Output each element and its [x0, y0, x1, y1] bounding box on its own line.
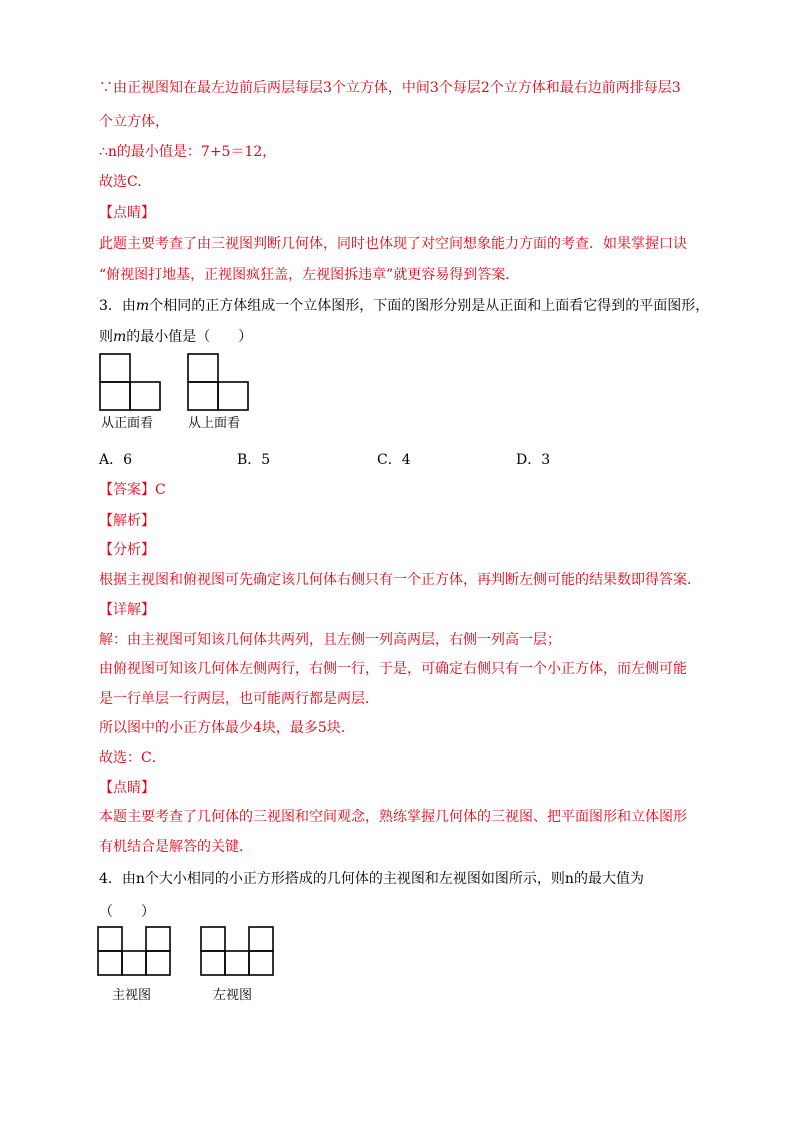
q3-stem2-prefix: 则 — [99, 329, 113, 345]
q3-dianjing-label: 【点睛】 — [99, 780, 155, 796]
q3-top-cell-bottom-left — [188, 382, 218, 410]
q3-fenxi-label: 【分析】 — [99, 542, 155, 558]
q3-fig2-caption: 从上面看 — [188, 416, 241, 431]
q3-stem2-suffix: 的最小值是（ ） — [126, 329, 253, 345]
q3-stem-suffix: 个相同的正方体组成一个立体图形，下面的图形分别是从正面和上面看它得到的平面图形， — [149, 298, 710, 314]
q3-front-view-figure — [99, 353, 163, 411]
q3-option-a: A．6 — [99, 452, 133, 468]
q3-dianjing-line-1: 本题主要考查了几何体的三视图和空间观念，熟练掌握几何体的三视图、把平面图形和立体图形 — [99, 809, 687, 825]
prev-solution-line-3: ∴n的最小值是：7+5＝12， — [99, 144, 277, 160]
q4-left-cell-3 — [201, 951, 225, 975]
q3-answer-label: 【答案】 — [99, 482, 155, 498]
q3-front-cell-bottom-right — [130, 382, 160, 410]
prev-solution-line-4: 故选C. — [99, 174, 142, 190]
q3-stem-prefix: 3．由 — [99, 298, 136, 314]
q4-fig2-caption: 左视图 — [213, 988, 253, 1003]
q3-top-cell-bottom-right — [218, 382, 248, 410]
q3-stem-line-1 — [99, 297, 709, 315]
q4-main-view-figure — [97, 926, 175, 976]
q3-xiangjie-line-2: 由俯视图可知该几何体左侧两行，右侧一行，于是，可确定右侧只有一个小正方体，而左侧可能 — [99, 661, 687, 677]
q3-xiangjie-line-5: 故选：C． — [99, 750, 166, 766]
prev-dianjing-label: 【点睛】 — [99, 205, 155, 221]
prev-solution-line-2: 个立方体， — [99, 114, 169, 130]
q3-front-cell-bottom-left — [100, 382, 130, 410]
q3-front-cell-top — [100, 354, 130, 382]
q3-option-c: C．4 — [377, 452, 411, 468]
prev-dianjing-line-1: 此题主要考查了由三视图判断几何体，同时也体现了对空间想象能力方面的考查．如果掌握口诀 — [99, 236, 687, 252]
q4-main-cell-3 — [98, 951, 122, 975]
q4-main-cell-4 — [122, 951, 146, 975]
q3-xiangjie-label: 【详解】 — [99, 602, 155, 618]
q4-left-cell-1 — [201, 927, 225, 951]
q3-fenxi-text: 根据主视图和俯视图可先确定该几何体右侧只有一个正方体，再判断左侧可能的结果数即得答案． — [99, 572, 701, 588]
q3-xiangjie-line-1: 解：由主视图可知该几何体共两列，且左侧一列高两层，右侧一列高一层； — [99, 632, 561, 648]
q4-left-cell-2 — [249, 927, 273, 951]
q3-jiexi-label: 【解析】 — [99, 513, 155, 529]
q3-stem-line-2 — [99, 328, 252, 346]
q3-dianjing-line-2: 有机结合是解答的关键． — [99, 839, 253, 855]
q3-option-d: D．3 — [516, 452, 551, 468]
q4-paren: （ ） — [99, 904, 155, 920]
prev-dianjing-line-2: “俯视图打地基，正视图疯狂盖，左视图拆违章”就更容易得到答案． — [99, 267, 520, 283]
q3-top-cell-top — [188, 354, 218, 382]
q4-left-cell-5 — [249, 951, 273, 975]
q3-var-m-2: m — [113, 329, 127, 345]
q3-fig1-caption: 从正面看 — [101, 416, 154, 431]
q4-left-view-figure — [200, 926, 278, 976]
q4-fig1-caption: 主视图 — [112, 988, 152, 1003]
q3-top-view-figure — [187, 353, 251, 411]
q3-option-b: B．5 — [237, 452, 271, 468]
q4-main-cell-2 — [146, 927, 170, 951]
q3-var-m: m — [135, 298, 150, 314]
q4-main-cell-5 — [146, 951, 170, 975]
q3-answer — [99, 481, 166, 499]
q3-xiangjie-line-4: 所以图中的小正方体最少4块，最多5块． — [99, 720, 355, 736]
q4-main-cell-1 — [98, 927, 122, 951]
q4-left-cell-4 — [225, 951, 249, 975]
prev-solution-line-1: ∵由正视图知在最左边前后两层每层3个立方体，中间3个每层2个立方体和最右边前两排每层3 — [99, 80, 681, 96]
q3-answer-value: C — [155, 482, 166, 498]
q4-stem: 4．由n个大小相同的小正方形搭成的几何体的主视图和左视图如图所示，则n的最大值为 — [99, 871, 644, 887]
q3-xiangjie-line-3: 是一行单层一行两层，也可能两行都是两层． — [99, 691, 379, 707]
